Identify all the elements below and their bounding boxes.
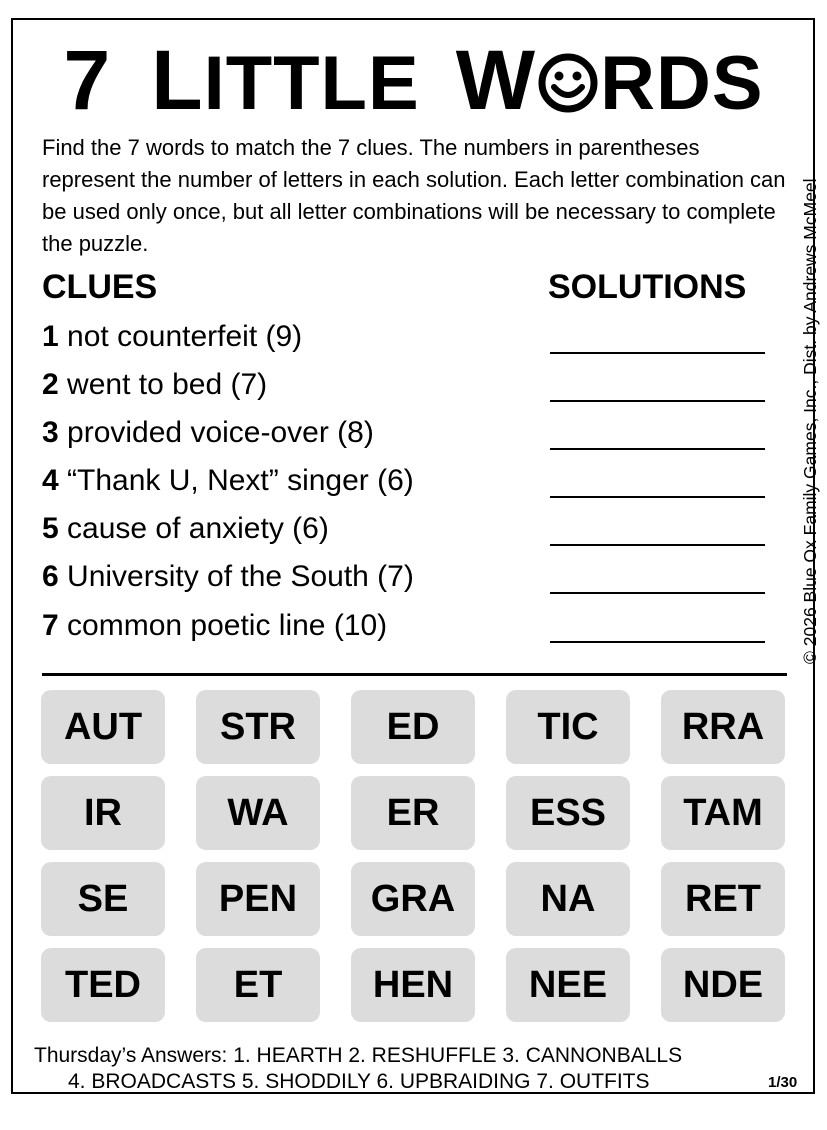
smiley-face-icon xyxy=(538,53,598,113)
letter-tile[interactable]: NDE xyxy=(661,948,785,1022)
letter-tile[interactable]: SE xyxy=(41,862,165,936)
instructions: Find the 7 words to match the 7 clues. The numbers in parentheses represent the number of letters in each solution. Each letter combination can be used only once, but all letter combinations will be necessary to complete the puzzle. xyxy=(42,135,786,256)
title-word1-rest: ITTLE xyxy=(203,41,420,126)
letter-tile[interactable]: IR xyxy=(41,776,165,850)
clue-6 xyxy=(42,560,414,594)
clue-number: 7 xyxy=(42,609,59,642)
clue-5 xyxy=(42,512,329,546)
letter-tile[interactable]: ER xyxy=(351,776,475,850)
clue-7 xyxy=(42,609,387,643)
answers-line-1: Thursday’s Answers: 1. HEARTH 2. RESHUFFLE 3. CANNONBALLS xyxy=(34,1044,683,1067)
clue-4 xyxy=(42,464,414,498)
clue-number: 5 xyxy=(42,512,59,545)
clue-number: 6 xyxy=(42,560,59,593)
letter-tile[interactable]: RRA xyxy=(661,690,785,764)
solution-blank-3[interactable] xyxy=(550,448,765,450)
title-word2-cap: W xyxy=(455,33,537,127)
title-word2-rest: RDS xyxy=(600,41,764,126)
letter-tile[interactable]: ESS xyxy=(506,776,630,850)
clue-text: went to bed (7) xyxy=(67,368,268,401)
clue-text: cause of anxiety (6) xyxy=(67,512,329,545)
clue-text: not counterfeit (9) xyxy=(67,320,303,353)
previous-answers xyxy=(34,1043,682,1095)
clue-number: 2 xyxy=(42,368,59,401)
puzzle-date: 1/30 xyxy=(768,1074,798,1091)
clue-text: common poetic line (10) xyxy=(67,609,388,642)
solution-blank-4[interactable] xyxy=(550,496,765,498)
puzzle-title xyxy=(0,33,827,127)
letter-tile[interactable]: NA xyxy=(506,862,630,936)
clue-3 xyxy=(42,416,374,450)
letter-tile[interactable]: NEE xyxy=(506,948,630,1022)
letter-tile[interactable]: PEN xyxy=(196,862,320,936)
letter-tile[interactable]: TAM xyxy=(661,776,785,850)
title-word1-cap: L xyxy=(151,33,204,127)
letter-tile[interactable]: TIC xyxy=(506,690,630,764)
letter-tile[interactable]: RET xyxy=(661,862,785,936)
solution-blank-2[interactable] xyxy=(550,400,765,402)
solutions-heading: SOLUTIONS xyxy=(548,268,747,306)
clue-text: University of the South (7) xyxy=(67,560,414,593)
letter-tile[interactable]: AUT xyxy=(41,690,165,764)
solution-blank-7[interactable] xyxy=(550,641,765,643)
letter-tile[interactable]: STR xyxy=(196,690,320,764)
solution-blank-1[interactable] xyxy=(550,352,765,354)
clue-text: provided voice-over (8) xyxy=(67,416,374,449)
answers-line-2: 4. BROADCASTS 5. SHODDILY 6. UPBRAIDING 7. OUTFITS xyxy=(68,1070,650,1093)
copyright-notice: © 2026 Blue Ox Family Games, Inc., Dist. by Andrews McMeel xyxy=(800,178,820,664)
letter-tile[interactable]: ED xyxy=(351,690,475,764)
clue-text: “Thank U, Next” singer (6) xyxy=(67,464,414,497)
letter-tile[interactable]: HEN xyxy=(351,948,475,1022)
clue-1 xyxy=(42,320,302,354)
letter-tile[interactable]: TED xyxy=(41,948,165,1022)
clue-number: 4 xyxy=(42,464,59,497)
clue-number: 1 xyxy=(42,320,59,353)
solution-blank-6[interactable] xyxy=(550,592,765,594)
title-number: 7 xyxy=(63,33,112,127)
letter-tile[interactable]: GRA xyxy=(351,862,475,936)
solution-blank-5[interactable] xyxy=(550,544,765,546)
letter-tile[interactable]: WA xyxy=(196,776,320,850)
clues-heading: CLUES xyxy=(42,268,158,306)
section-divider xyxy=(42,673,787,676)
clue-2 xyxy=(42,368,267,402)
letter-tile[interactable]: ET xyxy=(196,948,320,1022)
clue-number: 3 xyxy=(42,416,59,449)
